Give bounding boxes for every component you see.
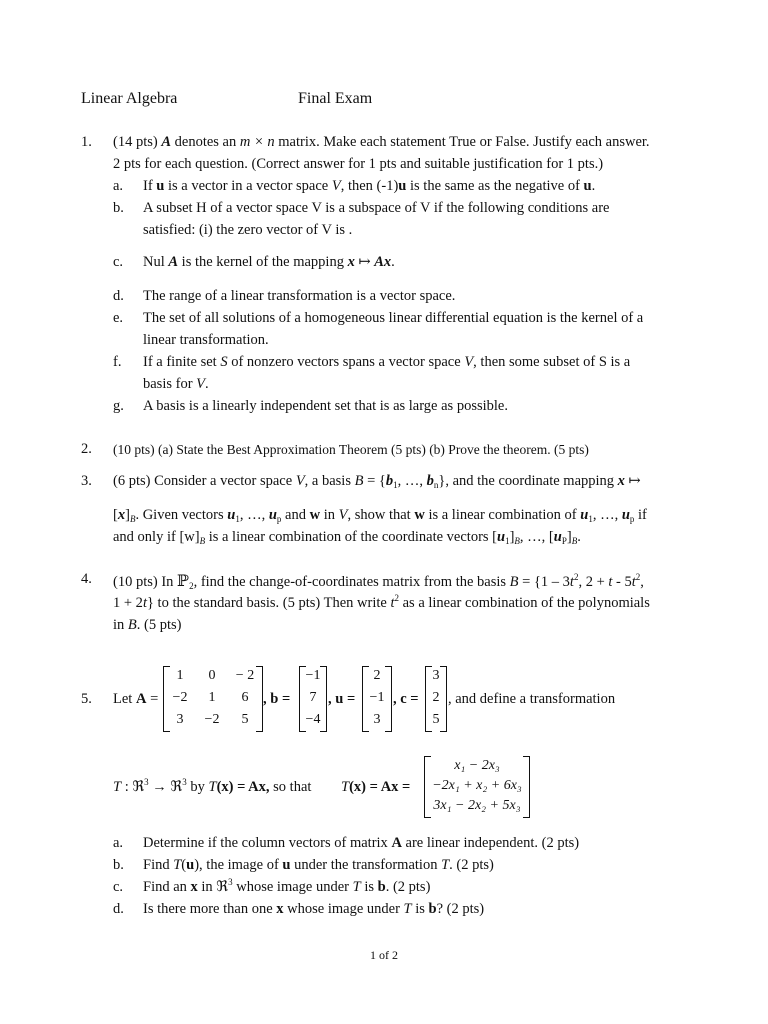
vector-u-cell: −1 bbox=[369, 690, 385, 705]
matrix-a-cell: 6 bbox=[241, 690, 249, 705]
q1g-label: g. bbox=[113, 398, 124, 414]
matrix-a-cell: 5 bbox=[241, 712, 249, 727]
q1d-text: The range of a linear transformation is a vector space. bbox=[143, 288, 456, 304]
q1c-label: c. bbox=[113, 254, 124, 270]
q5-let: Let A = bbox=[113, 691, 159, 707]
matrix-a-cell: −2 bbox=[172, 690, 188, 705]
vector-c bbox=[425, 666, 447, 732]
q3-line1: (6 pts) Consider a vector space V, a basis $B = \{b_1$, …, $b_n$}, and the coordinate mapping x ↦ bbox=[113, 473, 641, 490]
matrix-a-cell: 3 bbox=[176, 712, 184, 727]
vector-u-cell: 2 bbox=[373, 668, 381, 683]
q5-tail: , and define a transformation bbox=[448, 691, 616, 707]
course-title: Linear Algebra bbox=[81, 90, 178, 107]
matrix-tx-row: 3x₁ − 2x₂ + 5x₃ bbox=[433, 798, 521, 813]
q5a-text: Determine if the column vectors of matrix A are linear independent. (2 pts) bbox=[143, 835, 580, 851]
q1-number: 1. bbox=[81, 134, 92, 150]
vector-c-cell: 2 bbox=[432, 690, 440, 705]
q4-number: 4. bbox=[81, 571, 92, 587]
q5-number: 5. bbox=[81, 691, 92, 707]
matrix-a bbox=[163, 666, 263, 732]
q3-line3: and only if $[w]_B$ is a linear combination of the coordinate vectors $[u_1]_B$, …, $[u_P]_B$. bbox=[113, 529, 581, 546]
vector-c-cell: 5 bbox=[432, 712, 440, 727]
q5d-text: Is there more than one x whose image under T is b? (2 pts) bbox=[143, 901, 485, 917]
q1c-text: Nul A is the kernel of the mapping x ↦ Ax. bbox=[143, 254, 395, 270]
q5b-label: b. bbox=[113, 857, 124, 873]
q1f-label: f. bbox=[113, 354, 122, 370]
q5d-label: d. bbox=[113, 901, 124, 917]
matrix-a-cell: − 2 bbox=[235, 668, 255, 683]
q1f-line2: basis for V. bbox=[143, 376, 209, 392]
page-number: 1 of 2 bbox=[370, 948, 398, 962]
q1e-line2: linear transformation. bbox=[143, 332, 269, 348]
matrix-tx-row: x₁ − 2x₃ bbox=[454, 758, 500, 773]
matrix-tx bbox=[424, 756, 530, 818]
matrix-a-cell: −2 bbox=[204, 712, 220, 727]
q1f-line1: If a finite set S of nonzero vectors spans a vector space V, then some subset of S is a bbox=[143, 354, 631, 370]
q1d-label: d. bbox=[113, 288, 124, 304]
q1-line2: 2 pts for each question. (Correct answer for 1 pts and suitable justification for 1 pts.) bbox=[113, 156, 604, 172]
vector-u-label: , u = bbox=[328, 691, 356, 707]
q3-number: 3. bbox=[81, 473, 92, 489]
q1a-text: If u is a vector in a vector space V, then (-1)u is the same as the negative of u. bbox=[143, 178, 596, 194]
exam-title: Final Exam bbox=[298, 90, 373, 107]
vector-c-label: , c = bbox=[393, 691, 419, 707]
q3-line2: $[x]_B$. Given vectors $u_1$, …, $u_p$ and w in V, show that w is a linear combination of $u_1$, …, $u_p$ if bbox=[113, 507, 647, 524]
q1b-line2: satisfied: (i) the zero vector of V is . bbox=[143, 222, 353, 238]
q1b-label: b. bbox=[113, 200, 124, 216]
q4-line2: 1 + 2t} to the standard basis. (5 pts) Then write $t^2$ as a linear combination of the polynomials bbox=[113, 593, 650, 611]
q5a-label: a. bbox=[113, 835, 124, 851]
matrix-a-cell: 0 bbox=[208, 668, 216, 683]
q2-text: (10 pts) (a) State the Best Approximation Theorem (5 pts) (b) Prove the theorem. (5 pts) bbox=[113, 442, 589, 457]
vector-c-cell: 3 bbox=[432, 668, 440, 683]
vector-b-cell: 7 bbox=[309, 690, 317, 705]
q5-transform-def: T : ℜ$^3$ → ℜ$^3$ by T(x) = Ax, so that bbox=[113, 777, 312, 795]
vector-u bbox=[362, 666, 392, 732]
q5c-label: c. bbox=[113, 879, 124, 895]
vector-b-cell: −1 bbox=[305, 668, 321, 683]
q5-tx-eq: T(x) = Ax = bbox=[341, 779, 411, 795]
q4-line3: in B. (5 pts) bbox=[113, 617, 182, 633]
matrix-a-cell: 1 bbox=[208, 690, 216, 705]
q1a-label: a. bbox=[113, 178, 124, 194]
q4-line1: (10 pts) In ℙ$_2$, find the change-of-coordinates matrix from the basis $B = \{1 - 3t^2$, $2 + t - 5t^2$, bbox=[113, 572, 644, 591]
q1e-label: e. bbox=[113, 310, 124, 326]
q1b-line1: A subset H of a vector space V is a subspace of V if the following conditions are bbox=[143, 200, 610, 216]
q5c-text: Find an x in ℜ$^3$ whose image under T is b. (2 pts) bbox=[143, 877, 431, 895]
q2-number: 2. bbox=[81, 441, 92, 457]
q1e-line1: The set of all solutions of a homogeneous linear differential equation is the kernel of a bbox=[143, 310, 644, 326]
vector-b bbox=[299, 666, 327, 732]
vector-b-cell: −4 bbox=[305, 712, 321, 727]
q1-line1: (14 pts) A denotes an m × n matrix. Make each statement True or False. Justify each answer. bbox=[113, 134, 650, 150]
vector-u-cell: 3 bbox=[373, 712, 381, 727]
q1g-text: A basis is a linearly independent set that is as large as possible. bbox=[143, 398, 508, 414]
vector-b-label: , b = bbox=[263, 691, 291, 707]
matrix-tx-row: −2x₁ + x₂ + 6x₃ bbox=[432, 778, 522, 793]
q5b-text: Find T(u), the image of u under the transformation T. (2 pts) bbox=[143, 857, 494, 873]
matrix-a-cell: 1 bbox=[176, 668, 184, 683]
